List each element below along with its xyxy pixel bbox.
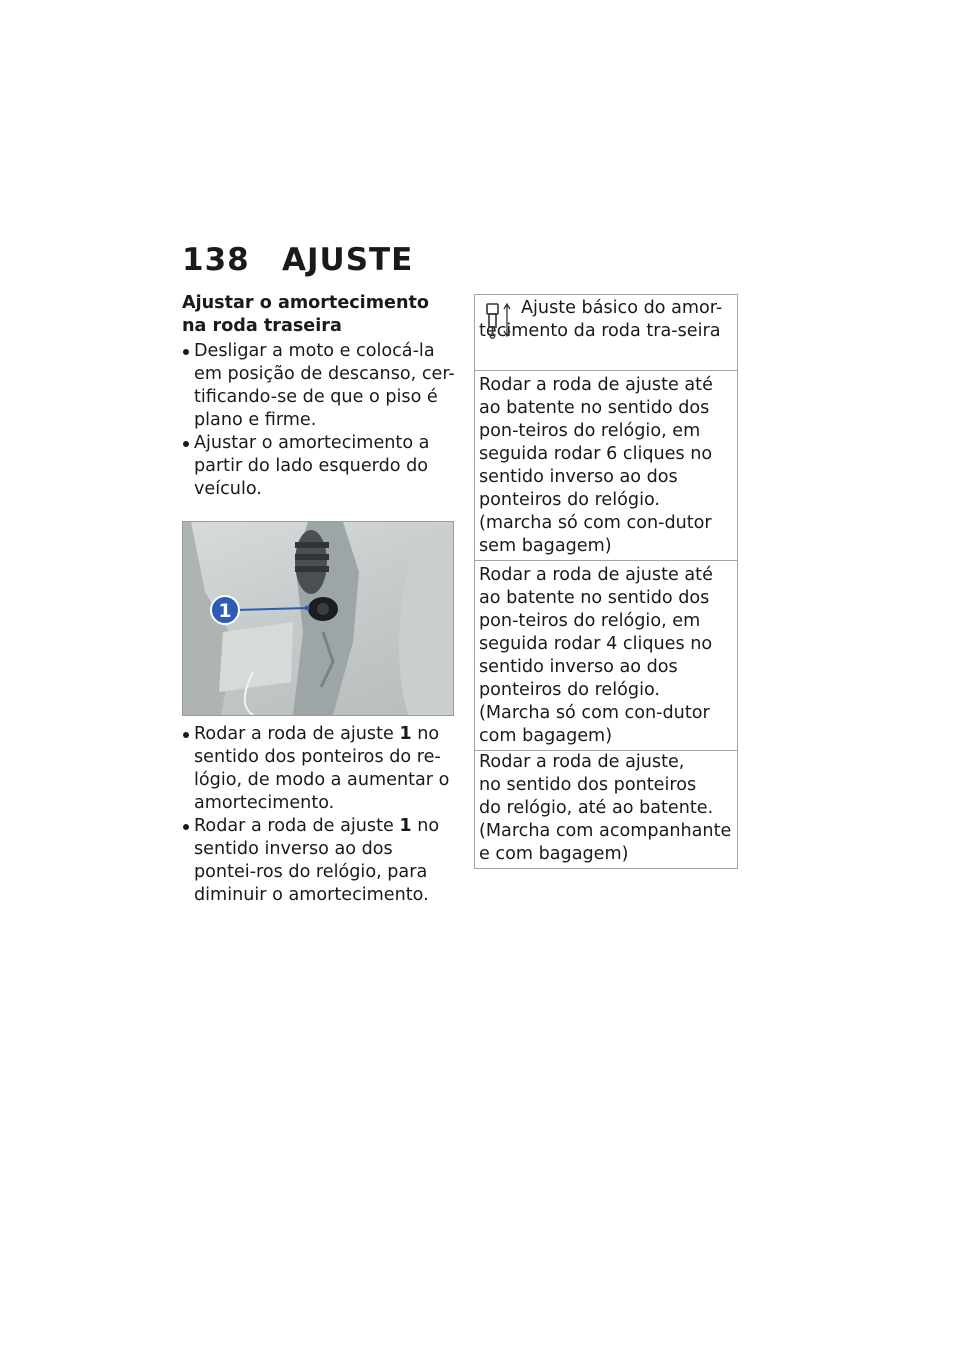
page-number: 138 xyxy=(182,242,250,278)
figure-callout: 1 xyxy=(218,600,232,622)
list-item xyxy=(182,815,457,907)
item-text: Rodar a roda de ajuste xyxy=(194,816,400,836)
list-item xyxy=(182,723,457,815)
item-text: no sentido dos ponteiros do re-lógio, de modo a aumentar o amortecimento. xyxy=(194,724,450,813)
item-text: Rodar a roda de ajuste xyxy=(194,724,400,744)
chapter-title: AJUSTE xyxy=(282,242,414,278)
instruction-list-top xyxy=(182,340,457,501)
left-column xyxy=(182,292,457,907)
table-row: Rodar a roda de ajuste até ao batente no sentido dos pon-teiros do relógio, em seguida rodar 6 cliques no sentido inverso ao dos ponteiros do relógio. (marcha só com con-dutor sem bagagem) xyxy=(475,370,737,560)
item-text: no sentido inverso ao dos pontei-ros do relógio, para diminuir o amortecimento. xyxy=(194,816,440,905)
figure-reference: 1 xyxy=(399,816,412,836)
table-row: Rodar a roda de ajuste até ao batente no sentido dos pon-teiros do relógio, em seguida rodar 4 cliques no sentido inverso ao dos ponteiros do relógio. (Marcha só com con-dutor com bagagem) xyxy=(475,560,737,750)
settings-table xyxy=(474,294,738,869)
adjuster-photo xyxy=(182,521,454,716)
table-row: Rodar a roda de ajuste, no sentido dos ponteiros do relógio, até ao batente. (Marcha com acompanhante e com bagagem) xyxy=(475,750,737,868)
page-header xyxy=(182,242,413,278)
shock-absorber-icon xyxy=(481,301,515,341)
list-item: Desligar a moto e colocá-la em posição de descanso, cer-tificando-se de que o piso é plano e firme. xyxy=(182,340,457,432)
figure-reference: 1 xyxy=(399,724,412,744)
table-title: Ajuste básico do amor-tecimento da roda tra-seira xyxy=(479,298,723,341)
section-title: Ajustar o amortecimento na roda traseira xyxy=(182,293,429,336)
instruction-list-bottom xyxy=(182,723,457,907)
table-header xyxy=(475,295,737,370)
list-item: Ajustar o amortecimento a partir do lado esquerdo do veículo. xyxy=(182,432,457,501)
